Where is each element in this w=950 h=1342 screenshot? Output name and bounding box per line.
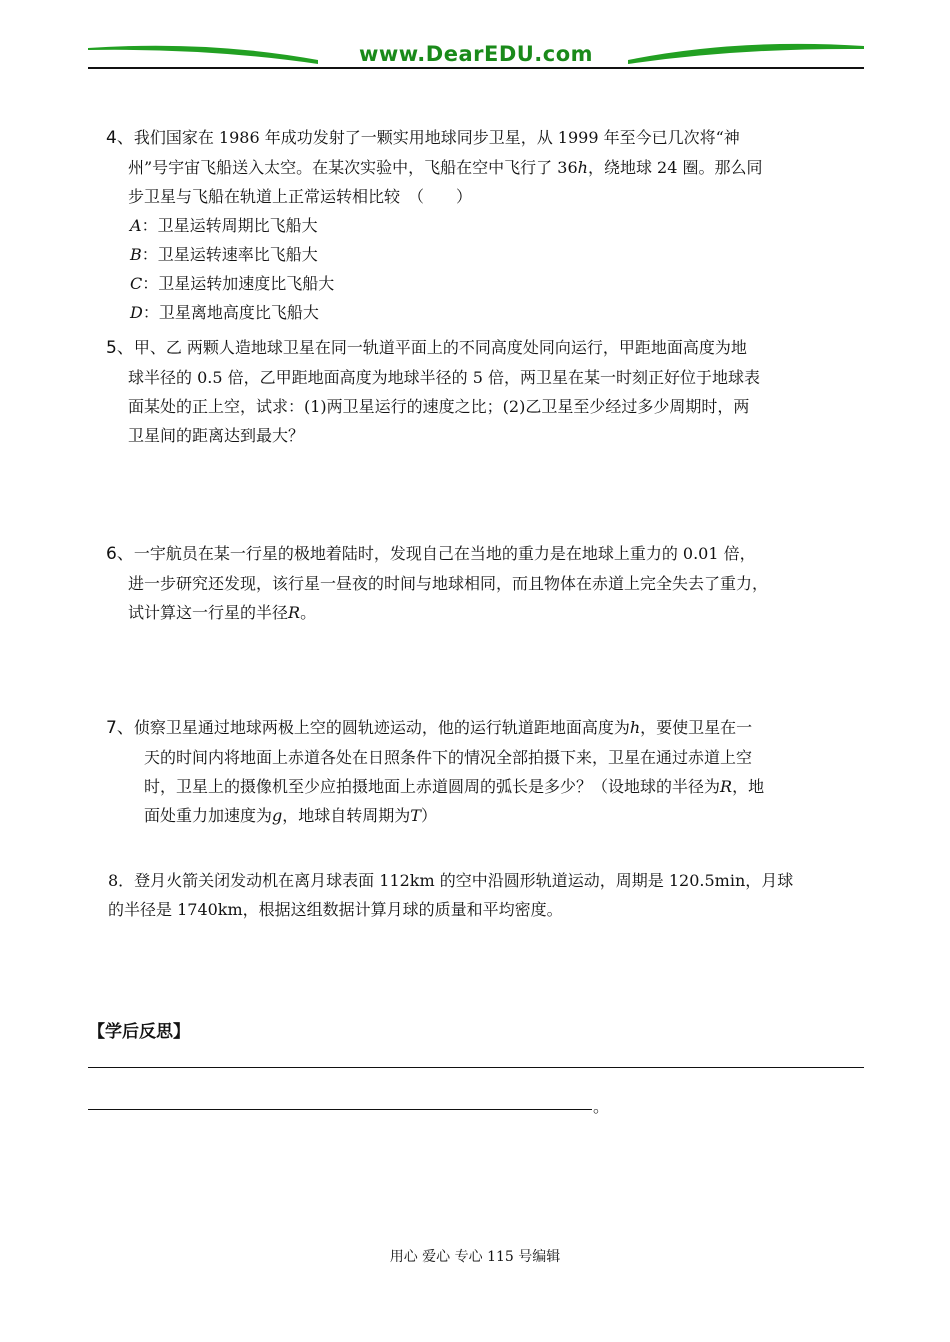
question-text-line: 的半径是 1740km，根据这组数据计算月球的质量和平均密度。 <box>108 900 563 919</box>
question-number: 6、 <box>106 544 134 564</box>
option-text: ：卫星离地高度比飞船大 <box>142 303 319 322</box>
question-number: 4、 <box>106 128 134 148</box>
question-6 <box>106 539 866 627</box>
option-letter: C <box>130 274 143 293</box>
question-text-line: 。 <box>300 603 317 622</box>
question-text-line: 步卫星与飞船在轨道上正常运转相比较 （ ） <box>128 187 473 206</box>
option-letter: B <box>130 245 142 264</box>
variable-h: h <box>577 158 588 177</box>
variable-t: T <box>410 806 421 825</box>
question-text-line: 卫星间的距离达到最大？ <box>128 426 305 445</box>
variable-g: g <box>272 806 283 825</box>
option-d <box>106 298 866 327</box>
variable-h: h <box>629 718 641 737</box>
question-text-line: 我们国家在 1986 年成功发射了一颗实用地球同步卫星，从 1999 年至今已几次将“神 <box>133 128 740 147</box>
option-text: ：卫星运转周期比飞船大 <box>141 216 318 235</box>
question-text-line: 球半径的 0.5 倍，乙甲距地面高度为地球半径的 5 倍，两卫星在某一时刻正好位于地球表 <box>128 368 760 387</box>
question-5 <box>106 333 866 450</box>
question-text-line: 州”号宇宙飞船送入太空。在某次实验中，飞船在空中飞行了 36 <box>128 158 578 177</box>
question-text-line: ，地 <box>732 777 765 796</box>
reflection-end-mark: 。 <box>593 1097 610 1116</box>
option-c <box>106 269 866 298</box>
option-a <box>106 211 866 240</box>
variable-r: R <box>288 603 301 622</box>
question-text-line: 8．登月火箭关闭发动机在离月球表面 112km 的空中沿圆形轨道运动，周期是 120.5min，月球 <box>108 871 794 890</box>
option-letter: A <box>130 216 142 235</box>
question-text-line: ，要使卫星在一 <box>640 718 753 737</box>
option-b <box>106 240 866 269</box>
question-text-line: ，地球自转周期为 <box>282 806 411 825</box>
option-text: ：卫星运转加速度比飞船大 <box>142 274 335 293</box>
question-text-line: ） <box>420 806 437 825</box>
header-divider <box>88 67 864 69</box>
variable-r: R <box>720 777 733 796</box>
question-text-line: 侦察卫星通过地球两极上空的圆轨迹运动，他的运行轨道距地面高度为 <box>133 718 630 737</box>
question-text-line: 一宇航员在某一行星的极地着陆时，发现自己在当地的重力是在地球上重力的 0.01 倍， <box>133 544 756 563</box>
site-logo-text: www.DearEDU.com <box>358 42 594 66</box>
question-text-line: ，绕地球 24 圈。那么同 <box>587 158 763 177</box>
answer-blank-line[interactable] <box>88 1109 592 1110</box>
question-number: 5、 <box>106 338 134 358</box>
option-letter: D <box>130 303 143 322</box>
question-number: 7、 <box>106 718 134 738</box>
question-8 <box>106 866 866 924</box>
page-footer: 用心 爱心 专心 115 号编辑 <box>389 1249 561 1265</box>
answer-blank-line[interactable] <box>88 1067 864 1068</box>
question-4 <box>106 123 866 327</box>
question-text-line: 进一步研究还发现，该行星一昼夜的时间与地球相同，而且物体在赤道上完全失去了重力， <box>128 574 769 593</box>
question-text-line: 时，卫星上的摄像机至少应拍摄地面上赤道圆周的弧长是多少？（设地球的半径为 <box>144 777 721 796</box>
reflection-title: 【学后反思】 <box>88 1022 190 1042</box>
question-text-line: 试计算这一行星的半径 <box>128 603 289 622</box>
option-text: ：卫星运转速率比飞船大 <box>141 245 318 264</box>
question-text-line: 面处重力加速度为 <box>144 806 273 825</box>
question-text-line: 天的时间内将地面上赤道各处在日照条件下的情况全部拍摄下来，卫星在通过赤道上空 <box>144 748 753 767</box>
question-text-line: 面某处的正上空，试求：(1)两卫星运行的速度之比；(2)乙卫星至少经过多少周期时，两 <box>128 397 750 416</box>
question-7 <box>106 713 866 830</box>
question-text-line: 甲、乙 两颗人造地球卫星在同一轨道平面上的不同高度处同向运行，甲距地面高度为地 <box>133 338 747 357</box>
